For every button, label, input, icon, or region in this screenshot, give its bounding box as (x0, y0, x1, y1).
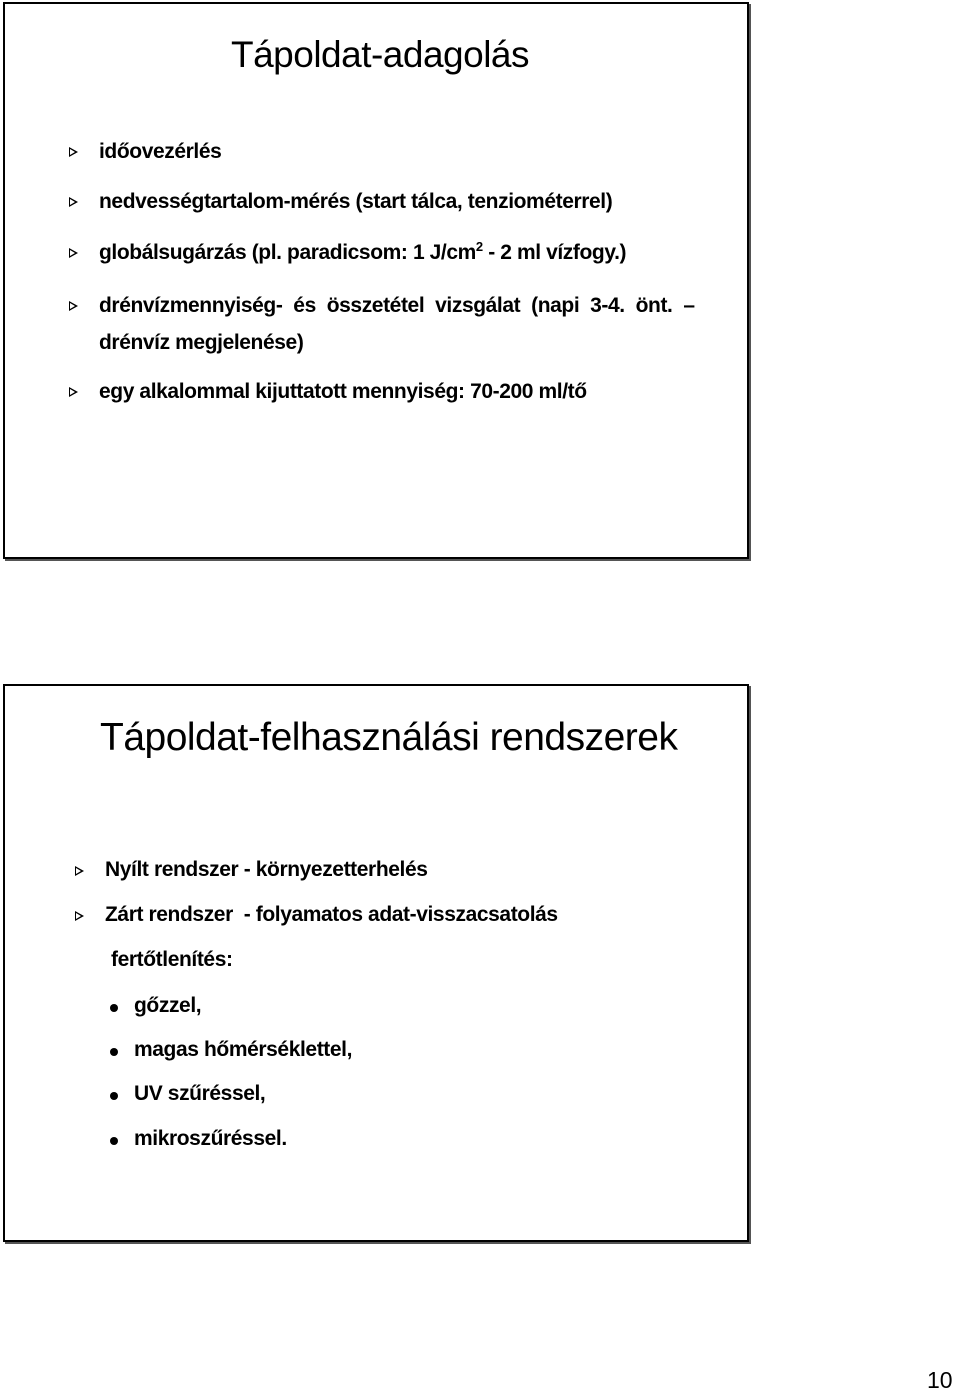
bullet-text (99, 241, 626, 265)
list-item-text: mikroszűréssel. (134, 1127, 287, 1150)
bullet-text-line: drénvízmennyiség- és összetétel vizsgálat (napi 3-4. önt. – (99, 294, 695, 317)
subheading-text: fertőtlenítés: (111, 948, 233, 971)
list-item-text: UV szűréssel, (134, 1082, 266, 1105)
bullet-text-part: globálsugárzás (pl. paradicsom: 1 J/cm (99, 241, 476, 264)
bullet-text-part: - 2 ml vízfogy.) (482, 241, 627, 264)
bullet-text: Nyílt rendszer - környezetterhelés (105, 858, 428, 881)
list-item-text: gőzzel, (134, 994, 202, 1017)
arrow-bullet-icon (69, 147, 78, 157)
bullet-text: Zárt rendszer - folyamatos adat-visszacsatolás (105, 903, 558, 926)
bullet-text: nedvességtartalom-mérés (start tálca, tenziométerrel) (99, 190, 613, 213)
arrow-bullet-icon (69, 301, 78, 311)
arrow-bullet-icon (75, 866, 84, 876)
dot-bullet-icon (110, 1137, 118, 1145)
dot-bullet-icon (110, 1004, 118, 1012)
bullet-text: egy alkalommal kijuttatott mennyiség: 70-200 ml/tő (99, 380, 587, 403)
bullet-text: időovezérlés (99, 140, 222, 163)
arrow-bullet-icon (69, 197, 78, 207)
superscript: 2 (475, 239, 483, 254)
subheading (111, 948, 233, 972)
slide-2 (3, 684, 749, 1242)
list-item-text: magas hőmérséklettel, (134, 1038, 353, 1061)
bullet-text-line: drénvíz megjelenése) (99, 331, 304, 354)
slide-2-title: Tápoldat-felhasználási rendszerek (100, 716, 678, 759)
dot-bullet-icon (110, 1092, 118, 1100)
page-number: 10 (927, 1367, 953, 1393)
slide-1 (3, 2, 749, 559)
arrow-bullet-icon (69, 387, 78, 397)
arrow-bullet-icon (75, 911, 84, 921)
dot-bullet-icon (110, 1048, 118, 1056)
slide-1-title: Tápoldat-adagolás (231, 34, 529, 75)
arrow-bullet-icon (69, 248, 78, 258)
